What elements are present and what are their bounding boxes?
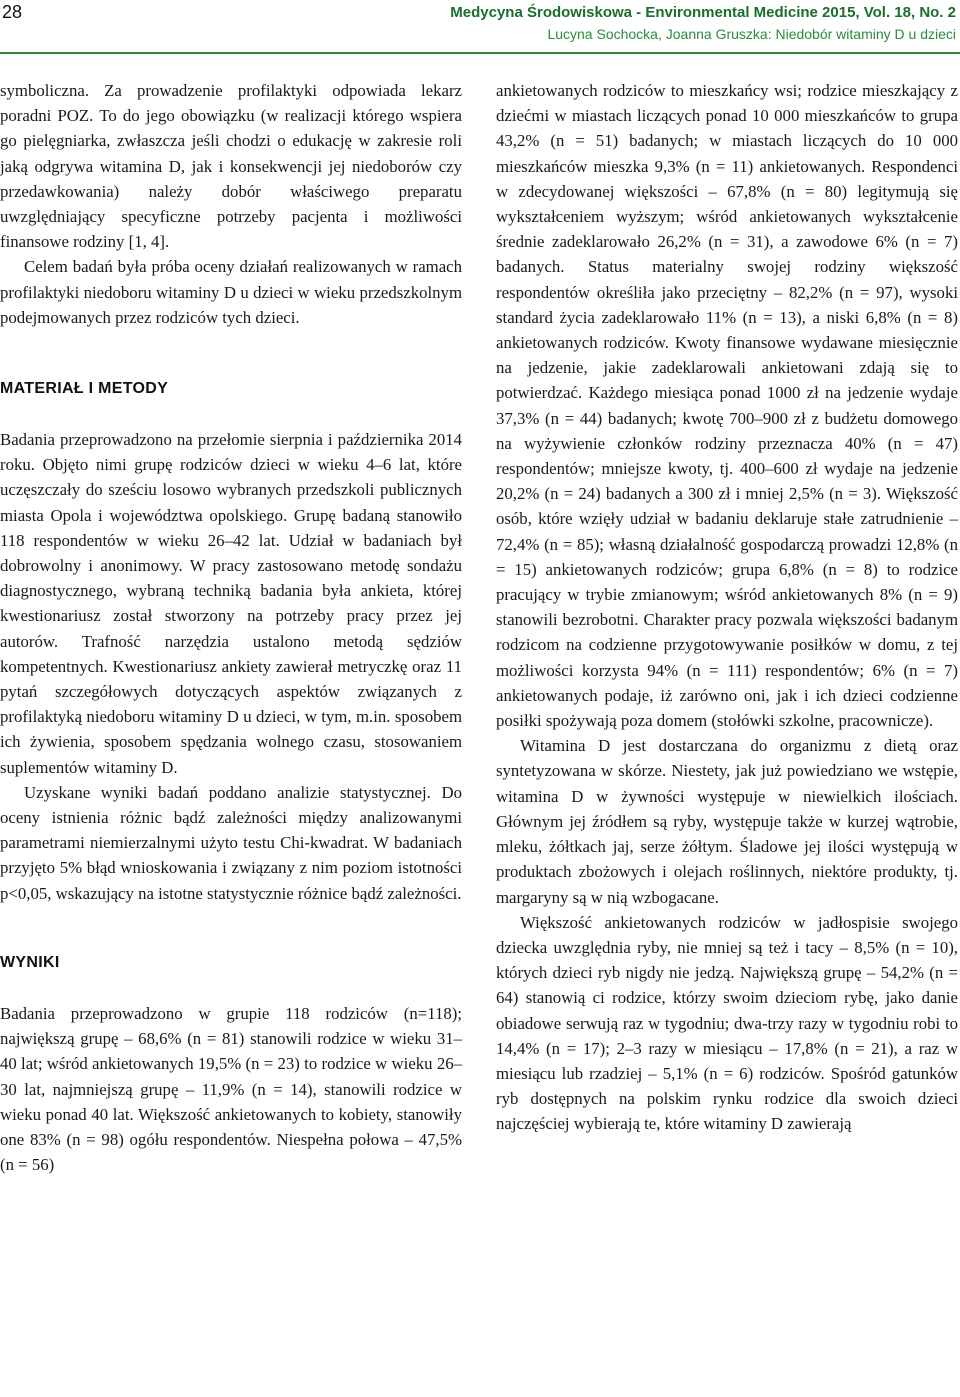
journal-title: Medycyna Środowiskowa - Environmental Medicine 2015, Vol. 18, No. 2	[450, 4, 956, 21]
fish-consumption-paragraph: Większość ankietowanych rodziców w jadłospisie swojego dziecka uwzględnia ryby, nie mniej są też i tacy – 8,5% (n = 10), których dzieci ryb nigdy nie jedzą. Największą grupę – 54,2% (n = 64) stanowią ci rodzice, którzy swoim dzieciom rybę, jako danie obiadowe serwują raz w tygodniu; dwa-trzy razy w tygodniu robi to 14,4% (n = 17); 2–3 razy w miesiącu – 17,8% (n = 21), a raz w miesiącu lub rzadziej – 5,1% (n = 6) rodziców. Spośród gatunków ryb dostępnych na polskim rynku rodzice dla swoich dzieci najczęściej wybierają te, które witaminy D zawierają	[496, 912, 958, 1134]
aim-paragraph: Celem badań była próba oceny działań realizowanych w ramach profilaktyki niedoboru witaminy D u dzieci w wieku przedszkolnym podejmowanych przez rodziców tych dzieci.	[0, 257, 462, 327]
running-head	[450, 4, 956, 43]
results-heading: WYNIKI	[0, 953, 60, 971]
methods-paragraph: Badania przeprowadzono na przełomie sierpnia i października 2014 roku. Objęto nimi grupę rodziców dzieci w wieku 4–6 lat, które uczęszczały do sześciu losowo wybranych przedszkoli publicznych miasta Opola i województwa opolskiego. Grupę badaną stanowiło 118 respondentów w wieku 26–42 lat. Udział w badaniach był dobrowolny i anonimowy. W pracy zastosowano metodę sondażu diagnostycznego, wybraną techniką badania była ankieta, której kwestionariusz został stworzony na potrzeby pracy przez jej autorów. Trafność narzędzia ustalono metodą sędziów kompetentnych. Kwestionariusz ankiety zawierał metryczkę oraz 11 pytań szczegółowych dotyczących aspektów związanych z profilaktyką niedoboru witaminy D u dzieci, w tym, m.in. sposobem ich żywienia, sposobem spędzania wolnego czasu, stosowaniem suplementów witaminy D.	[0, 430, 462, 777]
article-authors-title: Lucyna Sochocka, Joanna Gruszka: Niedobór witaminy D u dzieci	[547, 26, 956, 42]
methods-heading: MATERIAŁ I METODY	[0, 380, 169, 398]
demographics-paragraph: ankietowanych rodziców to mieszkańcy wsi; rodzice mieszkający z dziećmi w miastach liczących ponad 10 000 mieszkańców to grupa 43,2% (n = 51) badanych; w miastach liczących do 10 000 mieszkańców mieszka 9,3% (n = 11) ankietowanych. Respondenci w zdecydowanej większości – 67,8% (n = 80) legitymują się wykształceniem wyższym; wśród ankietowanych wykształcenie średnie zadeklarowało 26,2% (n = 31), a zawodowe 6% (n = 7) badanych. Status materialny swojej rodziny większość respondentów określiła jako przeciętny – 82,2% (n = 97), wysoki standard życia zadeklarowało 11% (n = 13), a niski 6,8% (n = 8) ankietowanych rodziców. Kwoty finansowe wydawane miesięcznie na jedzenie, jakie zadeklarowali ankietowani zdają się to potwierdzać. Każdego miesiąca ponad 1000 zł na jedzenie wydaje 37,3% (n = 44) badanych; kwotę 700–900 zł z budżetu domowego na wyżywienie członków rodziny przeznacza 40% (n = 47) respondentów; mniejsze kwoty, tj. 400–600 zł wydaje na jedzenie 20,2% (n = 24) badanych a 300 zł i mniej 2,5% (n = 3). Większość osób, które wzięły udział w badaniu deklaruje stałe zatrudnienie – 72,4% (n = 85); własną działalność gospodarczą prowadzi 12,8% (n = 15) ankietowanych rodziców; grupa 6,8% (n = 8) to rodzice pracujący w trybie zmianowym; wśród ankietowanych 8% (n = 9) stanowili bezrobotni. Charakter pracy pozwala większości badanym rodzicom na codzienne przygotowywanie posiłków w domu, z tej możliwości korzysta 94% (n = 111) respondentów; 6% (n = 7) ankietowanych podaje, iż zarówno oni, jak i ich dzieci codzienne posiłki spożywają poza domem (stołówki szkolne, pracownicze).	[496, 81, 958, 731]
statistics-paragraph: Uzyskane wyniki badań poddano analizie statystycznej. Do oceny istnienia różnic bądź zależności między analizowanymi parametrami niemierzalnymi użyto testu Chi-kwadrat. W badaniach przyjęto 5% błąd wnioskowania i związany z nim poziom istotności p<0,05, wskazujący na istotne statystycznie różnice bądź zależności.	[0, 782, 462, 903]
header-divider	[0, 52, 960, 54]
left-column	[0, 78, 462, 1177]
results-paragraph: Badania przeprowadzono w grupie 118 rodziców (n=118); największą grupę – 68,6% (n = 81) stanowili rodzice w wieku 31–40 lat; wśród ankietowanych 19,5% (n = 23) to rodzice w wieku 26–30 lat, najmniejszą grupę – 11,9% (n = 14), stanowili rodzice w wieku ponad 40 lat. Większość ankietowanych to kobiety, stanowiły one 83% (n = 98) ogółu respondentów. Niespełna połowa – 47,5% (n = 56)	[0, 1003, 462, 1175]
right-column	[496, 78, 958, 1137]
vitamin-d-sources-paragraph: Witamina D jest dostarczana do organizmu z dietą oraz syntetyzowana w skórze. Niestety, jak już powiedziano we wstępie, witamina D w żywności występuje w niewielkich ilościach. Głównym jej źródłem są ryby, występuje także w kurzej wątrobie, mleku, żółtkach jaj, serze żółtym. Śladowe jej ilości występują w produktach zbożowych i olejach roślinnych, niektóre produkty, tj. margaryny są w nią wzbogacane.	[496, 736, 958, 907]
intro-paragraph: symboliczna. Za prowadzenie profilaktyki odpowiada lekarz poradni POZ. To do jego obowiązku (w realizacji którego wspiera go pielęgniarka, zwłaszcza jeśli chodzi o edukację w zakresie roli jaką odgrywa witamina D, jak i konsekwencji jej niedoborów czy przedawkowania) należy dobór właściwego preparatu uwzględniający specyficzne potrzeby pacjenta i możliwości finansowe rodziny [1, 4].	[0, 81, 462, 252]
page-number: 28	[2, 2, 23, 22]
